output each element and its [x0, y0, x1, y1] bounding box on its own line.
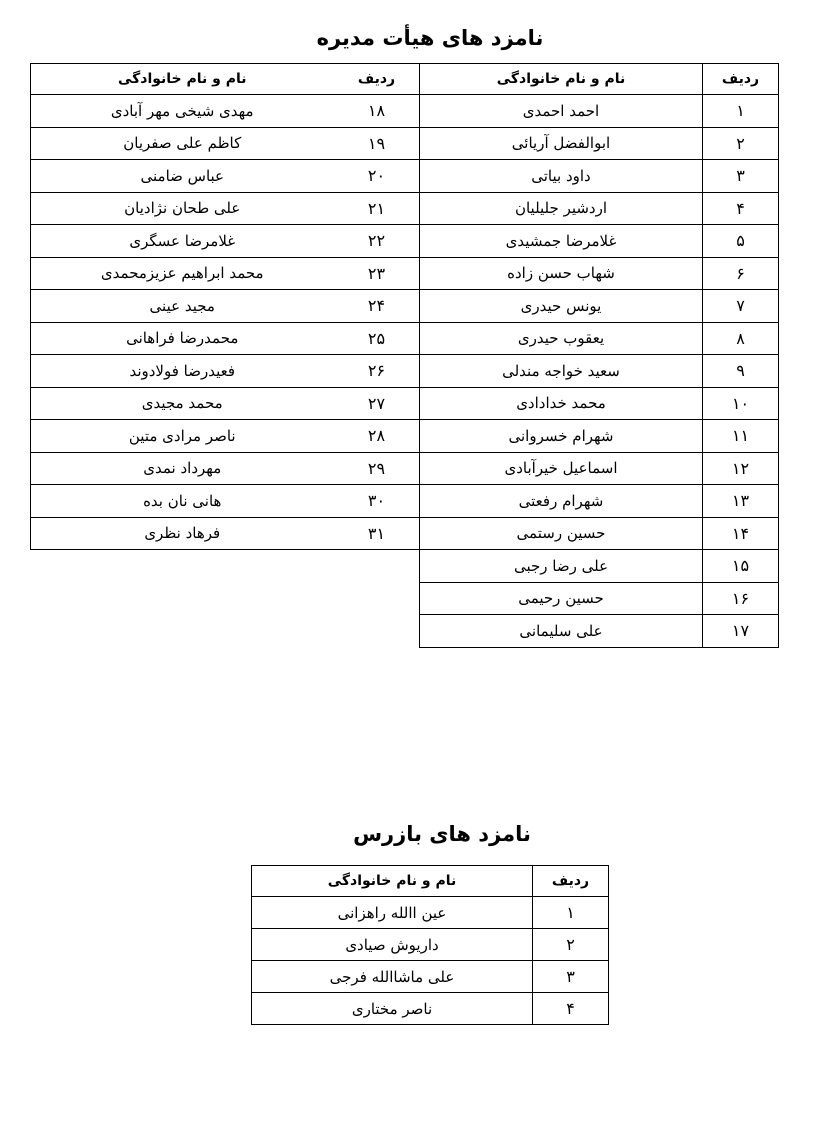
row-number-cell: ۲۵	[334, 322, 420, 355]
table-header-row	[252, 866, 609, 897]
row-number-cell: ۱	[703, 95, 779, 128]
full-name-cell: سعید خواجه مندلی	[420, 355, 703, 388]
full-name-cell: حسین رستمی	[420, 517, 703, 550]
full-name-cell: شهرام خسروانی	[420, 420, 703, 453]
row-number-cell: ۴	[703, 192, 779, 225]
row-number-cell: ۴	[533, 993, 609, 1025]
full-name-cell: یعقوب حیدری	[420, 322, 703, 355]
full-name-cell: اردشیر جلیلیان	[420, 192, 703, 225]
board-candidates-title: نامزد های هیأت مدیره	[316, 26, 544, 50]
full-name-cell: هانی نان بده	[31, 485, 334, 518]
full-name-cell: فرهاد نظری	[31, 517, 334, 550]
row-number-cell: ۱۷	[703, 615, 779, 648]
full-name-cell: علی رضا رجبی	[420, 550, 703, 583]
table-row	[420, 160, 779, 193]
full-name-header: نام و نام خانوادگی	[31, 64, 334, 95]
table-row	[420, 290, 779, 323]
table-row	[31, 420, 420, 453]
row-number-cell: ۳۰	[334, 485, 420, 518]
full-name-cell: ناصر مرادی متین	[31, 420, 334, 453]
table-row	[31, 290, 420, 323]
table-row	[252, 897, 609, 929]
full-name-header: نام و نام خانوادگی	[420, 64, 703, 95]
table-row	[252, 961, 609, 993]
table-row	[31, 355, 420, 388]
table-row	[31, 322, 420, 355]
table-row	[420, 322, 779, 355]
row-number-cell: ۱۴	[703, 517, 779, 550]
row-number-cell: ۲۹	[334, 452, 420, 485]
table-row	[31, 192, 420, 225]
row-number-cell: ۱۲	[703, 452, 779, 485]
row-number-cell: ۵	[703, 225, 779, 258]
full-name-cell: حسین رحیمی	[420, 582, 703, 615]
full-name-cell: کاظم علی صفریان	[31, 127, 334, 160]
table-row	[252, 929, 609, 961]
full-name-cell: غلامرضا جمشیدی	[420, 225, 703, 258]
inspector-candidates-table	[251, 865, 609, 1025]
full-name-header: نام و نام خانوادگی	[252, 866, 533, 897]
full-name-cell: علی سلیمانی	[420, 615, 703, 648]
table-row	[420, 485, 779, 518]
full-name-cell: علی ماشاالله فرجی	[252, 961, 533, 993]
table-row	[31, 225, 420, 258]
board-candidates-table-right	[419, 63, 779, 648]
full-name-cell: شهاب حسن زاده	[420, 257, 703, 290]
full-name-cell: محمد خدادادی	[420, 387, 703, 420]
full-name-cell: داریوش صیادی	[252, 929, 533, 961]
table-row	[252, 993, 609, 1025]
full-name-cell: ناصر مختاری	[252, 993, 533, 1025]
row-number-header: ردیف	[334, 64, 420, 95]
full-name-cell: غلامرضا عسگری	[31, 225, 334, 258]
row-number-cell: ۳۱	[334, 517, 420, 550]
table-row	[31, 257, 420, 290]
row-number-cell: ۲۸	[334, 420, 420, 453]
full-name-cell: محمدرضا فراهانی	[31, 322, 334, 355]
row-number-cell: ۲۶	[334, 355, 420, 388]
table-header-row	[420, 64, 779, 95]
table-row	[31, 95, 420, 128]
full-name-cell: ابوالفضل آریائی	[420, 127, 703, 160]
full-name-cell: اسماعیل خیرآبادی	[420, 452, 703, 485]
row-number-cell: ۳	[703, 160, 779, 193]
row-number-cell: ۹	[703, 355, 779, 388]
row-number-header: ردیف	[703, 64, 779, 95]
row-number-cell: ۱۹	[334, 127, 420, 160]
full-name-cell: مهرداد نمدی	[31, 452, 334, 485]
table-row	[420, 550, 779, 583]
full-name-cell: فعیدرضا فولادوند	[31, 355, 334, 388]
table-row	[420, 355, 779, 388]
row-number-cell: ۱	[533, 897, 609, 929]
table-row	[420, 615, 779, 648]
table-row	[420, 452, 779, 485]
table-row	[420, 257, 779, 290]
full-name-cell: مجید عینی	[31, 290, 334, 323]
row-number-cell: ۱۳	[703, 485, 779, 518]
row-number-cell: ۲	[703, 127, 779, 160]
table-row	[31, 160, 420, 193]
row-number-cell: ۲۱	[334, 192, 420, 225]
full-name-cell: عین االله راهزانی	[252, 897, 533, 929]
full-name-cell: شهرام رفعتی	[420, 485, 703, 518]
table-row	[420, 517, 779, 550]
table-row	[420, 387, 779, 420]
full-name-cell: محمد ابراهیم عزیزمحمدی	[31, 257, 334, 290]
row-number-cell: ۲۰	[334, 160, 420, 193]
table-row	[31, 517, 420, 550]
full-name-cell: مهدی شیخی مهر آبادی	[31, 95, 334, 128]
row-number-cell: ۲۲	[334, 225, 420, 258]
table-row	[420, 420, 779, 453]
row-number-cell: ۲۴	[334, 290, 420, 323]
row-number-header: ردیف	[533, 866, 609, 897]
full-name-cell: یونس حیدری	[420, 290, 703, 323]
row-number-cell: ۱۵	[703, 550, 779, 583]
row-number-cell: ۱۱	[703, 420, 779, 453]
table-row	[420, 192, 779, 225]
row-number-cell: ۷	[703, 290, 779, 323]
row-number-cell: ۱۸	[334, 95, 420, 128]
full-name-cell: عباس ضامنی	[31, 160, 334, 193]
row-number-cell: ۲	[533, 929, 609, 961]
table-row	[420, 127, 779, 160]
row-number-cell: ۲۳	[334, 257, 420, 290]
row-number-cell: ۱۶	[703, 582, 779, 615]
full-name-cell: داود بیاتی	[420, 160, 703, 193]
full-name-cell: احمد احمدی	[420, 95, 703, 128]
row-number-cell: ۳	[533, 961, 609, 993]
table-row	[31, 452, 420, 485]
table-row	[420, 95, 779, 128]
table-row	[31, 485, 420, 518]
table-row	[420, 582, 779, 615]
row-number-cell: ۶	[703, 257, 779, 290]
full-name-cell: علی طحان نژادیان	[31, 192, 334, 225]
board-candidates-table-left	[30, 63, 420, 550]
inspector-candidates-title: نامزد های بازرس	[353, 822, 531, 846]
table-header-row	[31, 64, 420, 95]
full-name-cell: محمد مجیدی	[31, 387, 334, 420]
row-number-cell: ۱۰	[703, 387, 779, 420]
table-row	[31, 127, 420, 160]
row-number-cell: ۲۷	[334, 387, 420, 420]
row-number-cell: ۸	[703, 322, 779, 355]
table-row	[31, 387, 420, 420]
table-row	[420, 225, 779, 258]
